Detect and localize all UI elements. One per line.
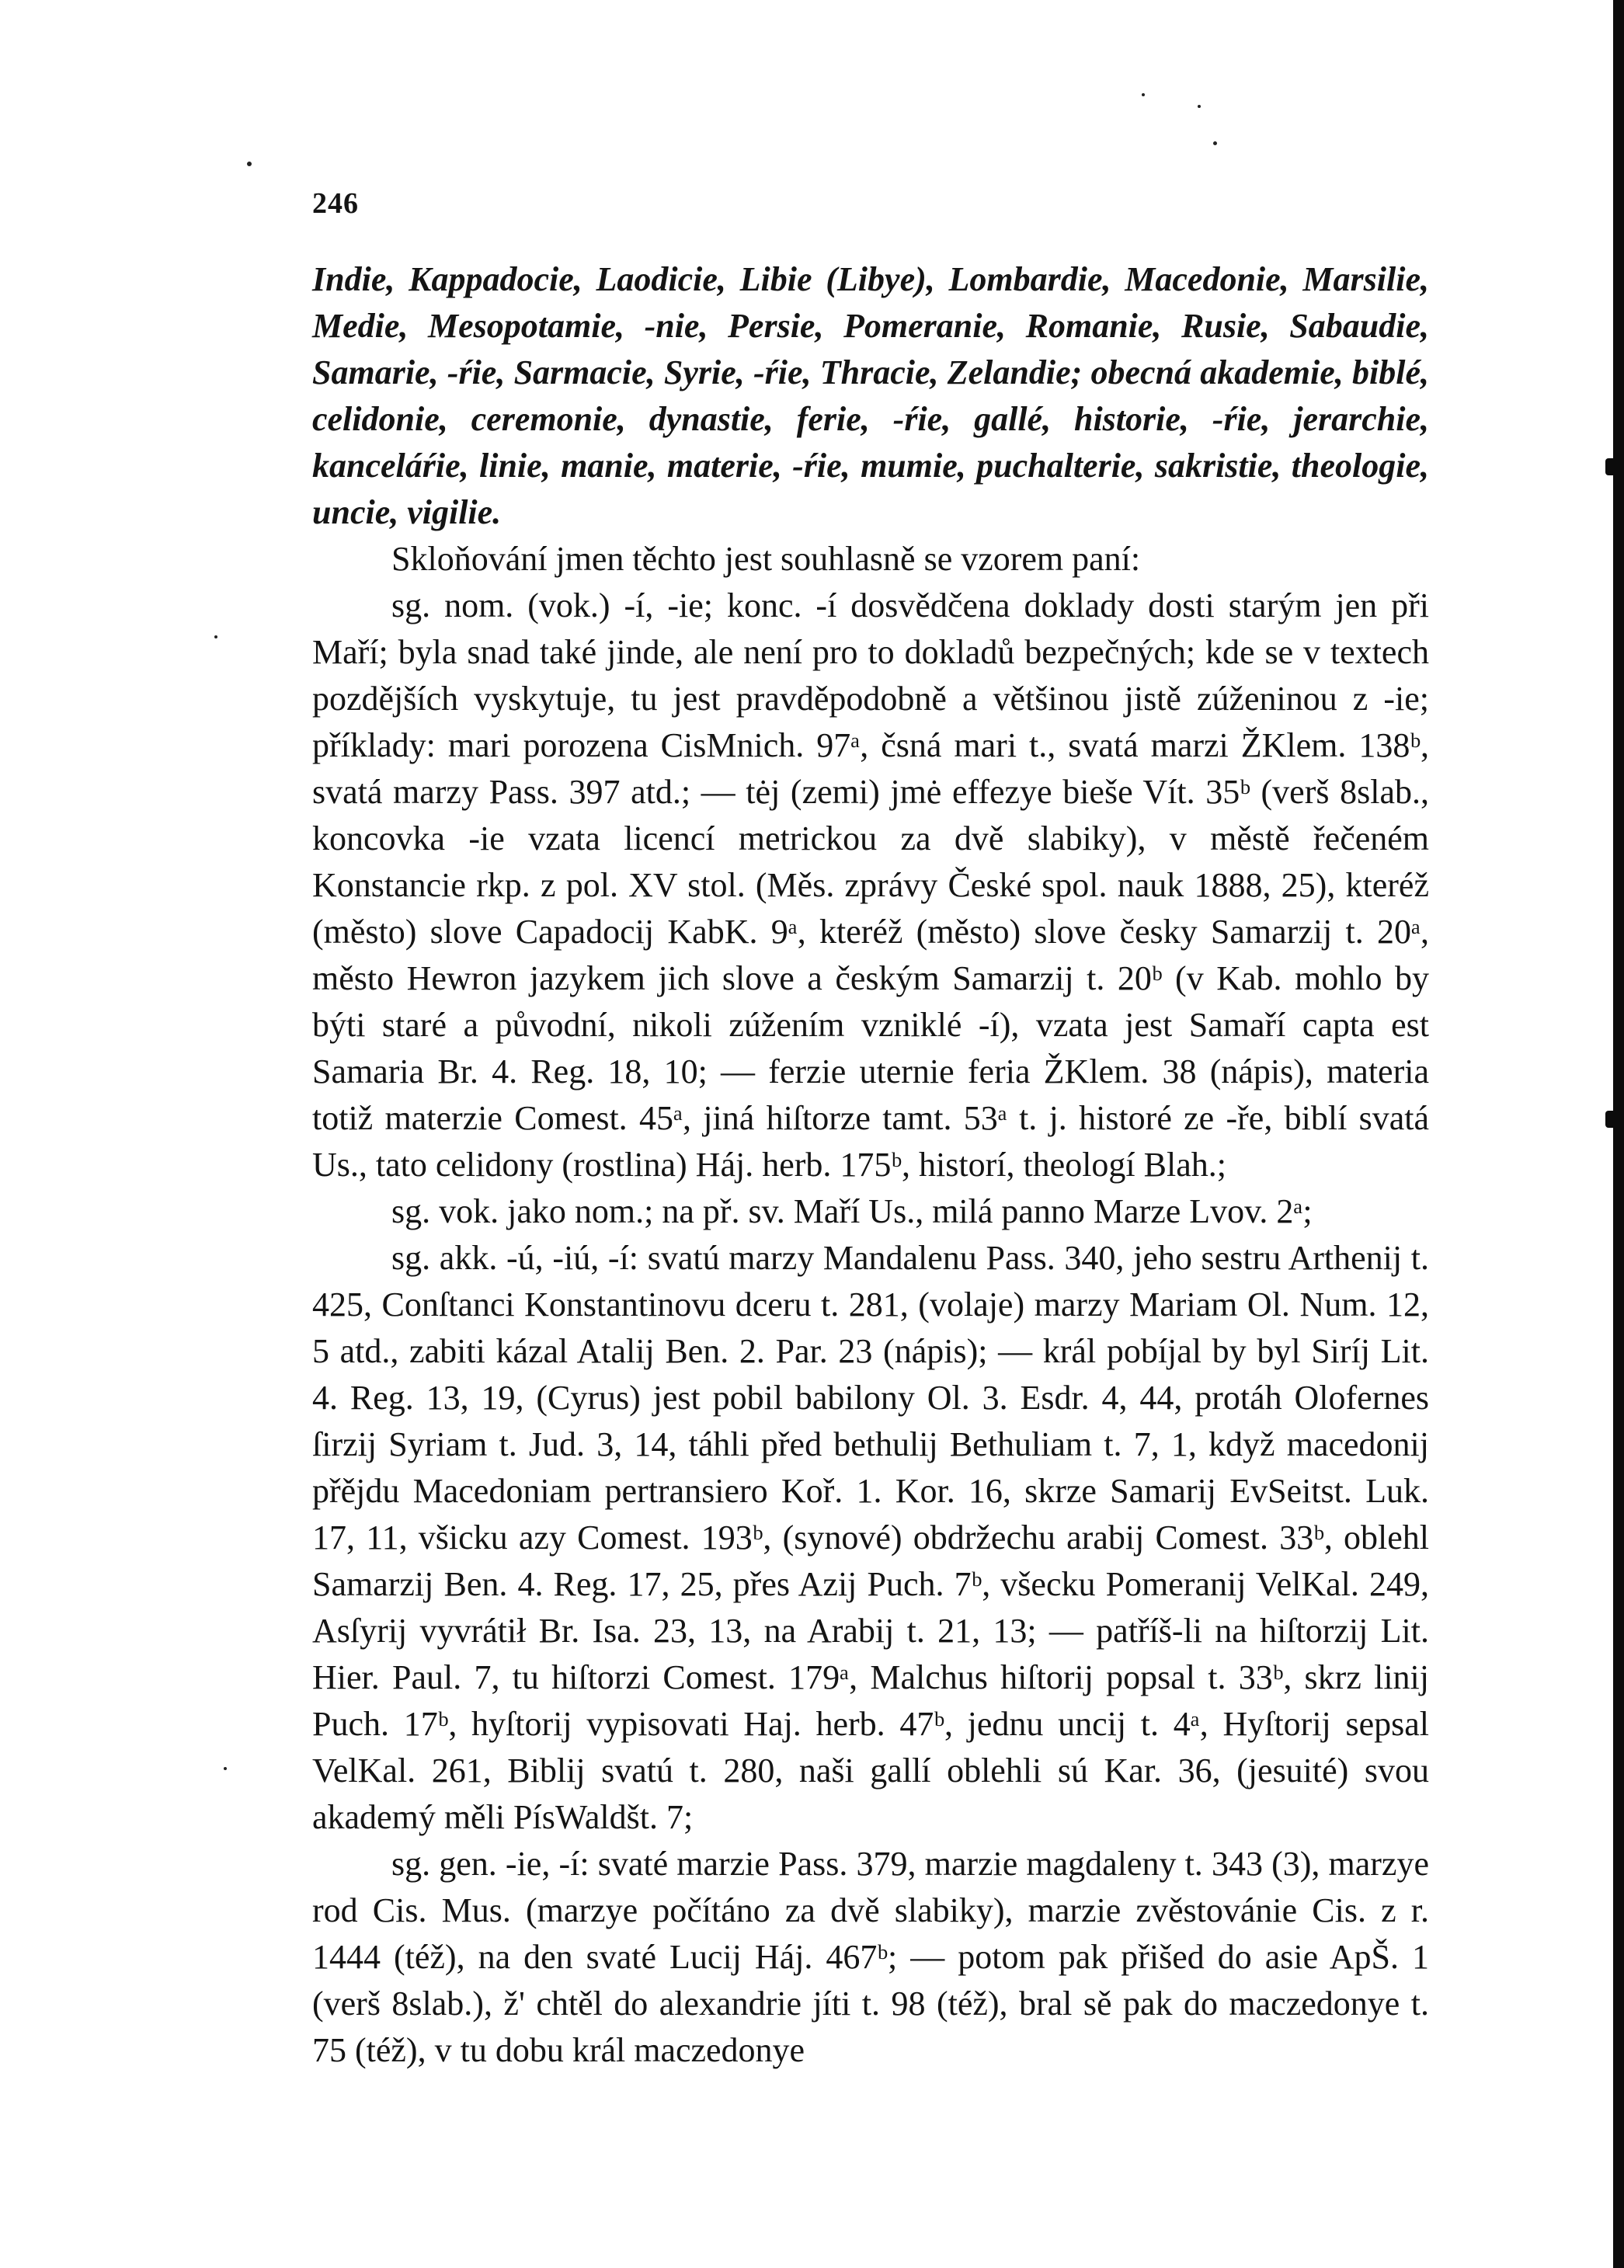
scan-speck [214,635,217,638]
scan-right-edge [1613,0,1624,2268]
scan-edge-mark [1605,458,1613,475]
paragraph-sg-vok: sg. vok. jako nom.; na př. sv. Maří Us., milá panno Marze Lvov. 2ᵃ; [391,1192,1313,1230]
scan-edge-mark [1605,1111,1613,1128]
scan-speck [1142,93,1145,96]
body-text [312,256,1429,2074]
paragraph-sg-akk: sg. akk. -ú, -iú, -í: svatú marzy Mandalenu Pass. 340, jeho sestru Arthenij t. 425, Conſtanci Konstantinovu dceru t. 281, (volaje) marzy Mariam Ol. Num. 12, 5 atd., zabiti kázal Atalij Ben. 2. Par. 23 (nápis); — král pobíjal by byl Siríj Lit. 4. Reg. 13, 19, (Cyrus) jest pobil babilony Ol. 3. Esdr. 4, 44, protáh Olofernes ſirzij Syriam t. Jud. 3, 14, táhli před bethulij Bethuliam t. 7, 1, když macedonij přějdu Macedoniam pertransiero Koř. 1. Kor. 16, skrze Samarij EvSeitst. Luk. 17, 11, všicku azy Comest. 193ᵇ, (synové) obdržechu arabij Comest. 33ᵇ, oblehl Samarzij Ben. 4. Reg. 17, 25, přes Azij Puch. 7ᵇ, všecku Pomeranij VelKal. 249, Asſyrij vyvrátił Br. Isa. 23, 13, na Arabij t. 21, 13; — patříš-li na hiſtorzij Lit. Hier. Paul. 7, tu hiſtorzi Comest. 179ᵃ, Malchus hiſtorij popsal t. 33ᵇ, skrz linij Puch. 17ᵇ, hyſtorij vypisovati Haj. herb. 47ᵇ, jednu uncij t. 4ᵃ, Hyſtorij sepsal VelKal. 261, Biblij svatú t. 280, naši gallí oblehli sú Kar. 36, (jesuité) svou akademý měli PísWaldšt. 7; [312,1239,1429,1836]
scan-speck [1198,105,1201,108]
scan-speck [224,1767,227,1770]
paragraph-sg-gen: sg. gen. -ie, -í: svaté marzie Pass. 379, marzie magdaleny t. 343 (3), marzye rod Cis. Mus. (marzye počítáno za dvě slabiky), marzie zvěstovánie Cis. z r. 1444 (též), na den svaté Lucij Háj. 467ᵇ; — potom pak přišed do asie ApŠ. 1 (verš 8slab.), ž' chtěl do alexandrie jíti t. 98 (též), bral sě pak do maczedonye t. 75 (též), v tu dobu král maczedonye [312,1845,1429,2069]
page-number: 246 [312,187,359,220]
scan-speck [1213,141,1217,145]
paragraph-proper-names: Indie, Kappadocie, Laodicie, Libie (Libye), Lombardie, Macedonie, Marsilie, Medie, Mesopotamie, -nie, Persie, Pomeranie, Romanie, Rusie, Sabaudie, Samarie, -ŕie, Sarmacie, Syrie, -ŕie, Thracie, Zelandie; obecná akademie, biblé, celidonie, ceremonie, dynastie, ferie, -ŕie, gallé, historie, -ŕie, jerarchie, kanceláŕie, linie, manie, materie, -ŕie, mumie, puchalterie, sakristie, theologie, uncie, vigilie. [312,260,1429,531]
paragraph-declension-intro: Skloňování jmen těchto jest souhlasně se vzorem paní: [391,540,1141,578]
scan-speck [247,162,252,166]
paragraph-sg-nom: sg. nom. (vok.) -í, -ie; konc. -í dosvědčena doklady dosti starým jen při Maří; byla snad také jinde, ale není pro to dokladů bezpečných; kde se v textech pozdějších vyskytuje, tu jest pravděpodobně a většinou jistě zúženinou z -ie; příklady: mari porozena CisMnich. 97ᵃ, čsná mari t., svatá marzi ŽKlem. 138ᵇ, svatá marzy Pass. 397 atd.; — tėj (zemi) jmė effezye bieše Vít. 35ᵇ (verš 8slab., koncovka -ie vzata licencí metrickou za dvě slabiky), v městě řečeném Konstancie rkp. z pol. XV stol. (Měs. zprávy České spol. nauk 1888, 25), kteréž (město) slove Capadocij KabK. 9ᵃ, kteréž (město) slove česky Samarzij t. 20ᵃ, město Hewron jazykem jich slove a českým Samarzij t. 20ᵇ (v Kab. mohlo by býti staré a původní, nikoli zúžením vzniklé -í), vzata jest Samaří capta est Samaria Br. 4. Reg. 18, 10; — ferzie uternie feria ŽKlem. 38 (nápis), materia totiž materzie Comest. 45ᵃ, jiná hiſtorze tamt. 53ᵃ t. j. historé ze -ře, biblí svatá Us., tato celidony (rostlina) Háj. herb. 175ᵇ, historí, theologí Blah.; [312,586,1429,1184]
